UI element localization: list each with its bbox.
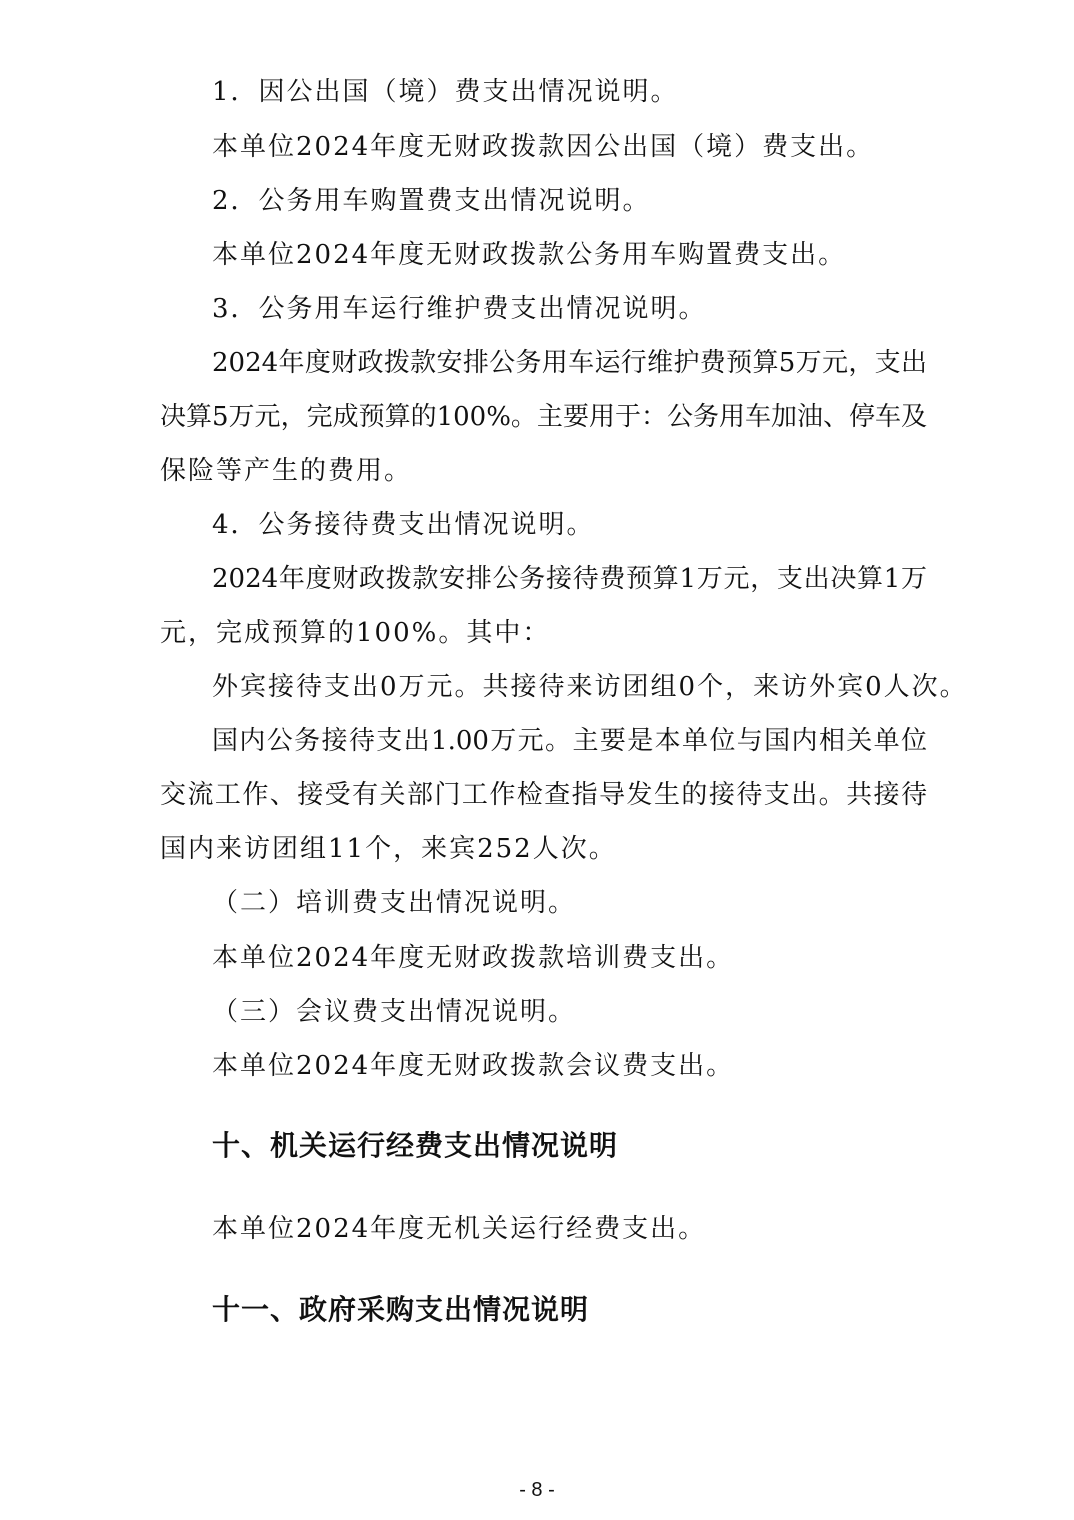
paragraph-line: 本单位2024年度无财政拨款公务用车购置费支出。 xyxy=(212,240,847,270)
paragraph-line: 本单位2024年度无机关运行经费支出。 xyxy=(212,1214,707,1244)
section-heading: 十、机关运行经费支出情况说明 xyxy=(212,1129,619,1162)
paragraph-line: 2024年度财政拨款安排公务用车运行维护费预算5万元，支出 xyxy=(212,348,927,378)
subsection-title: 2．公务用车购置费支出情况说明。 xyxy=(212,186,651,216)
paragraph-line: 交流工作、接受有关部门工作检查指导发生的接待支出。共接待 xyxy=(160,780,927,810)
page-number: - 8 - xyxy=(519,1479,555,1501)
paragraph-line: 2024年度财政拨款安排公务接待费预算1万元，支出决算1万 xyxy=(212,564,927,594)
paragraph-line: 外宾接待支出0万元。共接待来访团组0个，来访外宾0人次。 xyxy=(212,672,968,702)
paragraph-line: 决算5万元，完成预算的100%。主要用于：公务用车加油、停车及 xyxy=(160,402,927,432)
subsection-title: 3．公务用车运行维护费支出情况说明。 xyxy=(212,294,707,324)
paragraph-line: 元，完成预算的100%。其中： xyxy=(160,618,551,648)
paragraph-line: 国内公务接待支出1.00万元。主要是本单位与国内相关单位 xyxy=(212,726,927,756)
paragraph-line: 国内来访团组11个，来宾252人次。 xyxy=(160,834,617,864)
section-heading: 十一、政府采购支出情况说明 xyxy=(212,1293,590,1326)
paragraph-line: 本单位2024年度无财政拨款因公出国（境）费支出。 xyxy=(212,132,875,162)
subsection-title: （二）培训费支出情况说明。 xyxy=(212,888,577,918)
paragraph-line: 本单位2024年度无财政拨款会议费支出。 xyxy=(212,1051,735,1081)
subsection-title: 1．因公出国（境）费支出情况说明。 xyxy=(212,77,679,107)
subsection-title: （三）会议费支出情况说明。 xyxy=(212,997,577,1027)
paragraph-line: 保险等产生的费用。 xyxy=(160,456,413,486)
subsection-title: 4．公务接待费支出情况说明。 xyxy=(212,510,595,540)
paragraph-line: 本单位2024年度无财政拨款培训费支出。 xyxy=(212,943,735,973)
